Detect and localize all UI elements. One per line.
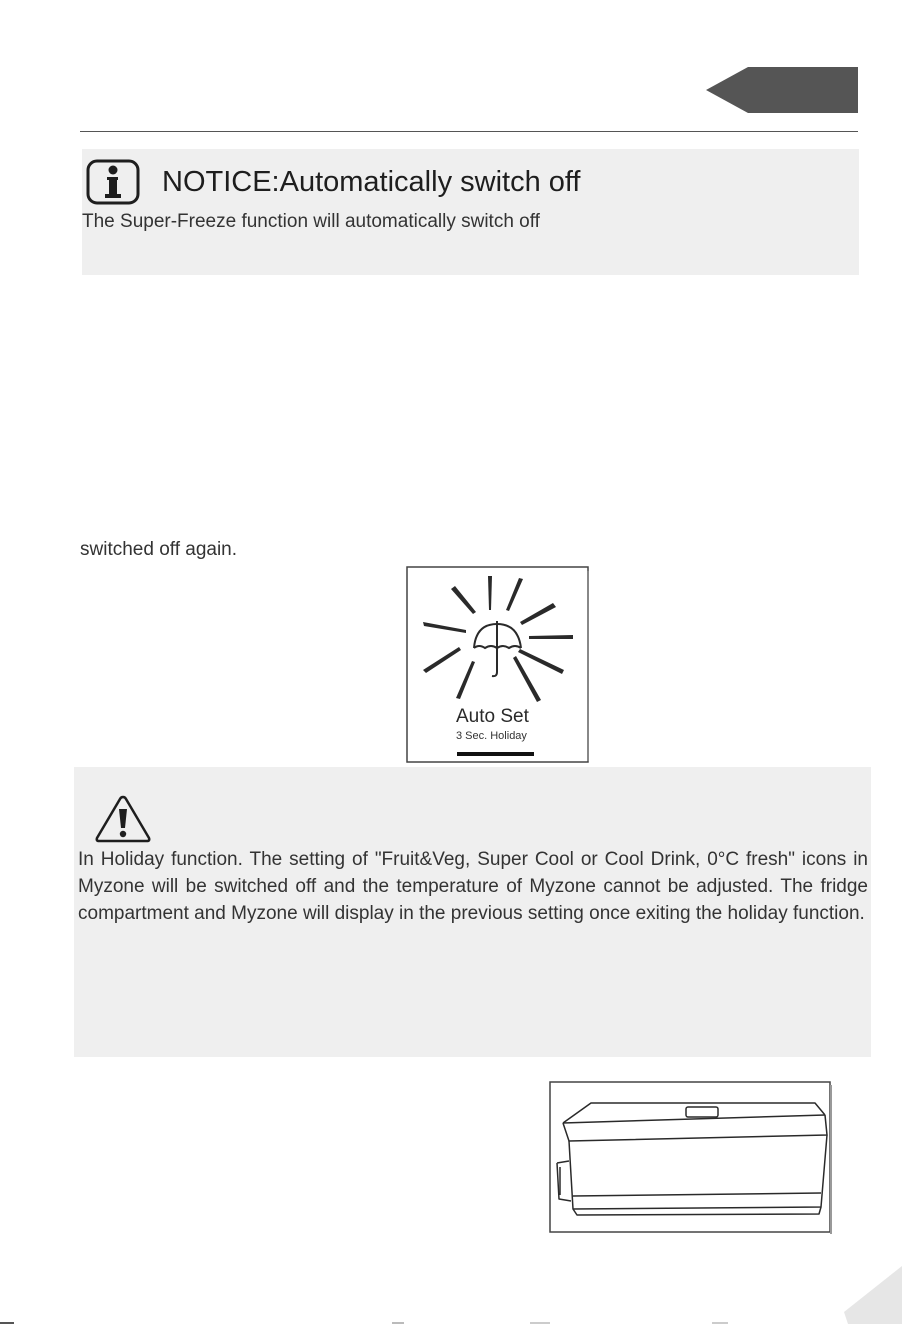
section-tab-arrow bbox=[706, 67, 858, 113]
switched-off-text: switched off again. bbox=[80, 539, 238, 560]
page-edge-marks bbox=[0, 1318, 902, 1324]
page-corner bbox=[844, 1266, 902, 1324]
holiday-sub-label: 3 Sec. Holiday bbox=[456, 730, 527, 742]
auto-set-label: Auto Set bbox=[456, 706, 529, 727]
info-icon bbox=[86, 159, 140, 205]
notice-body: The Super-Freeze function will automatically switch off bbox=[82, 211, 540, 232]
header-rule bbox=[80, 131, 858, 132]
underline-bar bbox=[457, 752, 534, 756]
warning-icon bbox=[94, 794, 152, 844]
notice-title: NOTICE:Automatically switch off bbox=[162, 166, 581, 198]
warning-body: In Holiday function. The setting of "Fruit&Veg, Super Cool or Cool Drink, 0°C fresh" icons in Myzone will be switched off and the temperature of Myzone cannot be adjusted. The fridge compartment and Myzone will display in the previous setting once exiting the holiday function. bbox=[78, 849, 868, 924]
drawer-illustration bbox=[549, 1081, 832, 1234]
